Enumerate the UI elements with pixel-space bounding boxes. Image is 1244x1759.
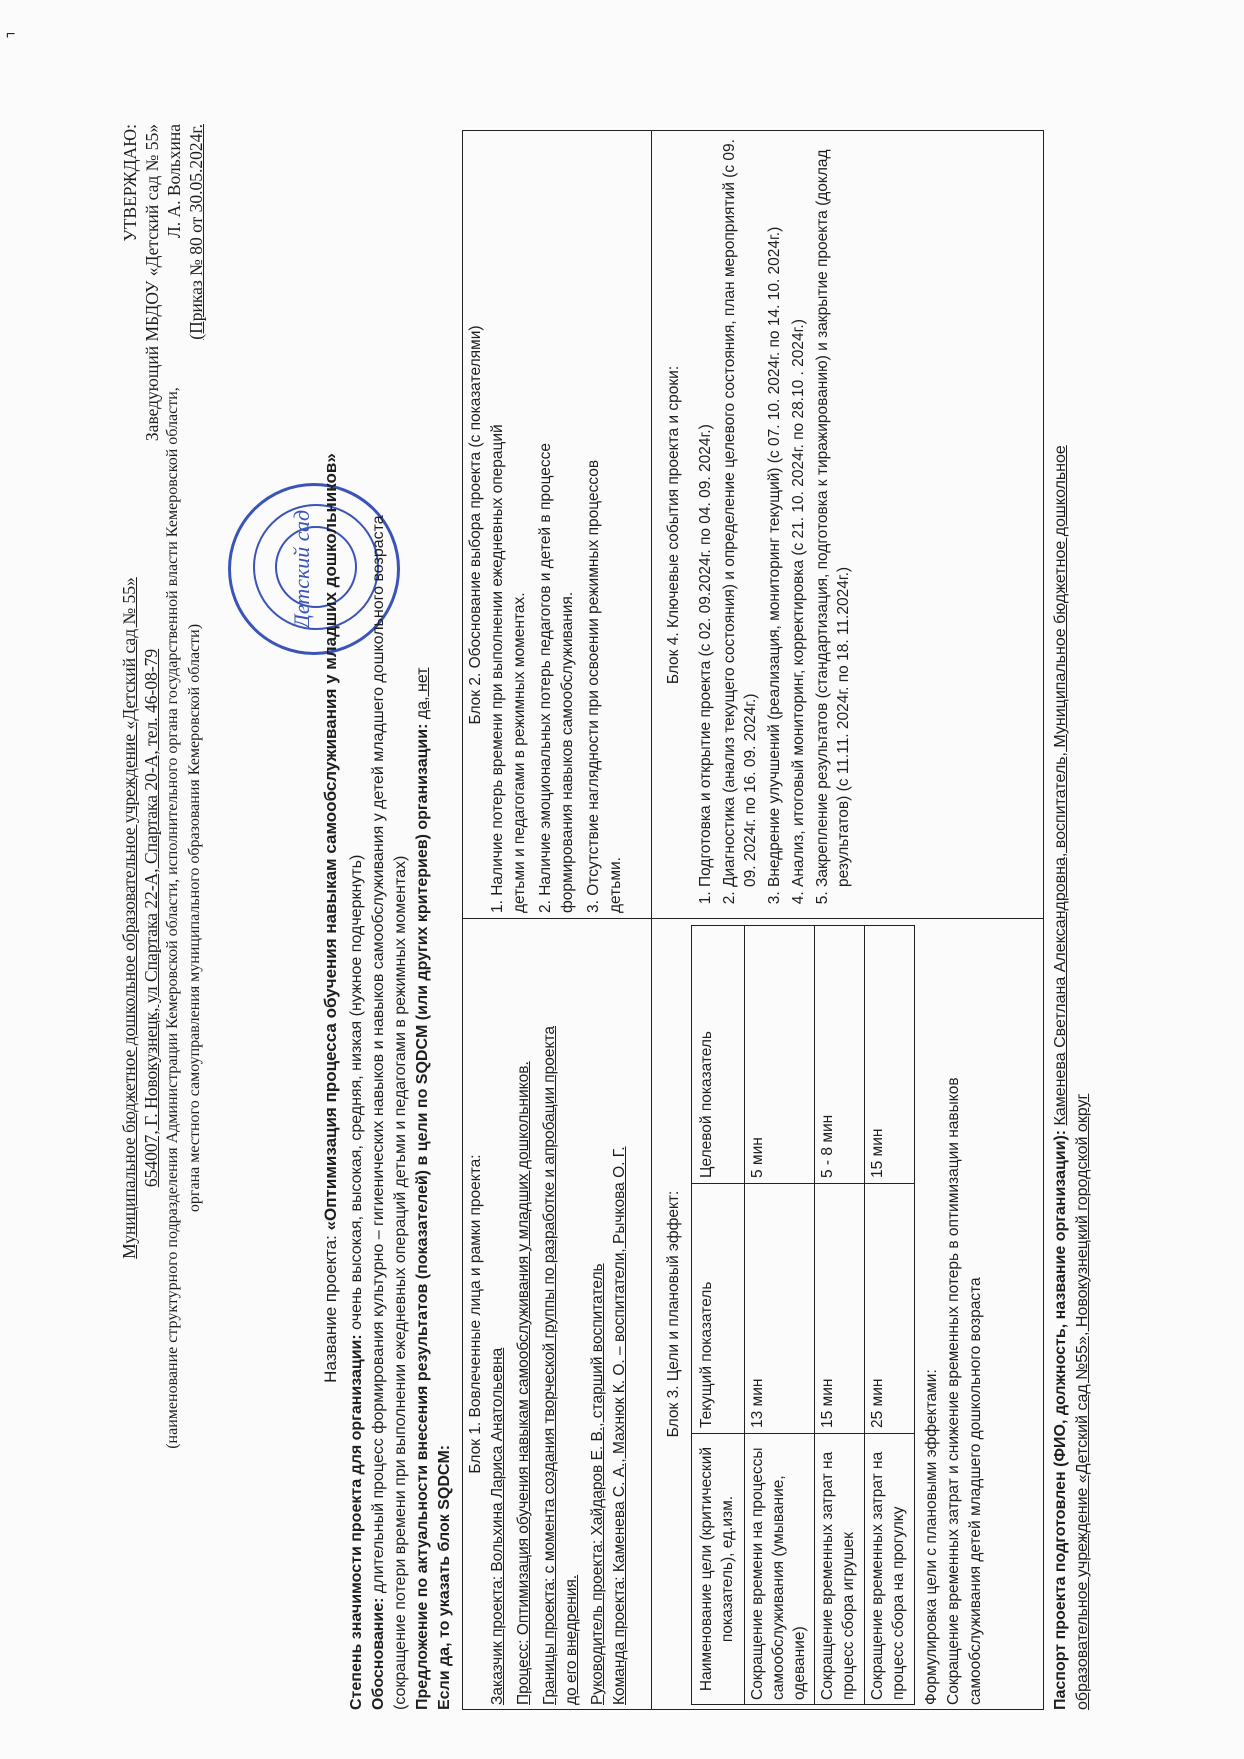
goals-col-current: Текущий показатель xyxy=(698,1281,715,1428)
goal-row-3-current: 25 мин xyxy=(869,1378,886,1428)
address-line: 654007, Г. Новокузнецк, ул Спартака 22-А, Спартака 20-А, тел. 46-08-79 xyxy=(141,648,161,1188)
event-3: 3. Внедрение улучшений (реализация, мониторинг текущий) (с 07. 10. 2024г. по 14. 10. 2024г.) xyxy=(764,139,785,887)
block4-events xyxy=(695,139,857,909)
effects-text-2: самообслуживания детей младшего дошкольного возраста xyxy=(967,1277,984,1705)
stamp-text: Детский сад xyxy=(289,509,314,629)
block3-title: Блок 3. Цели и плановый эффект: xyxy=(665,1190,682,1438)
passport-footer xyxy=(1050,445,1094,1710)
block1-title: Блок 1. Вовлеченные лица и рамки проекта: xyxy=(467,1154,484,1474)
event-1: 1. Подготовка и открытие проекта (с 02. 09.2024г. по 04. 09. 2024г.) xyxy=(695,139,716,887)
goal-row-3-target: 15 мин xyxy=(869,1128,886,1178)
goal-row-2-name: Сокращение временных затрат на процесс сбора игрушек xyxy=(819,1451,857,1700)
block1-boundaries: Границы проекта: с момента создания творческой группы по разработке и апробации проекта xyxy=(541,1025,558,1705)
goal-row-1-current: 13 мин xyxy=(749,1378,766,1428)
block1-team: Команда проекта: Каменева С. А., Махнюк К. О. – воспитатели, Рычкова О. Г. xyxy=(611,1146,628,1705)
block2-line-3: 2. Наличие эмоциональных потерь педагогов и детей в процессе xyxy=(537,442,554,913)
goal-row-3-name: Сокращение временных затрат на процесс сбора на прогулку xyxy=(869,1451,907,1700)
basis-line-2: (сокращение потери времени при выполнении ежедневных операций детьми и педагогами в режимных моментах) xyxy=(392,855,409,1710)
footer-value-2: образовательное учреждение «Детский сад №55», Новокузнецкий городской округ xyxy=(1074,1093,1091,1710)
note-line-2: органа местного самоуправления муниципального образования Кемеровской области) xyxy=(186,623,203,1213)
note-line-1: (наименование структурного подразделения Администрации Кемеровской области, исполнительного органа государственной власти Кемеровской области, xyxy=(164,387,181,1449)
block2-line-5: 3. Отсутствие наглядности при освоении режимных процессов xyxy=(585,459,602,913)
rotated-document xyxy=(110,116,1150,1720)
block1-leader: Руководитель проекта: Хайдаров Е. В., старший воспитатель xyxy=(589,1263,606,1705)
block2-line-2: детьми и педагогами в режимных моментах. xyxy=(511,592,528,913)
goal-row-1-target: 5 мин xyxy=(749,1137,766,1178)
significance-line: Степень значимости проекта для организации: очень высокая, высокая, средняя, низкая (нужное подчеркнуть) xyxy=(348,854,365,1710)
block2-line-6: детьми. xyxy=(607,857,624,913)
goals-col-name: Наименование цели (критический показатель), ед.изм. xyxy=(698,1446,736,1692)
approval-name: Л. А. Вольхина xyxy=(164,124,184,239)
basis-line: Обоснование: длительный процесс формирования культурно – гигиенических навыков и навыков самообслуживания у детей младшего дошкольного возраста xyxy=(370,515,387,1710)
corner-mark: ⌐ xyxy=(6,26,16,43)
effects-label: Формулировка цели с плановыми эффектами: xyxy=(923,1369,940,1705)
project-title: Название проекта: «Оптимизация процесса обучения навыкам самообслуживания у младших дошкольников» xyxy=(321,453,340,1383)
org-line: Муниципальное бюджетное дошкольное образовательное учреждение «Детский сад № 55» xyxy=(119,577,139,1259)
approval-title: УТВЕРЖДАЮ: xyxy=(120,124,140,242)
project-table xyxy=(462,130,1044,1710)
block2-title: Блок 2. Обоснование выбора проекта (с показателями) xyxy=(467,325,484,725)
approval-order: (Приказ № 80 от 30.05.2024г. xyxy=(186,124,206,340)
goal-row-1-name: Сокращение времени на процессы самообслуживания (умывание, одевание) xyxy=(749,1447,808,1700)
block2-line-4: формирования навыков самообслуживания. xyxy=(559,591,576,913)
event-5: 5. Закрепление результатов (стандартизация, подготовка к тиражированию) и закрытие проекта (доклад результатов) (с 11.11. 2024г. по 18. 11.2024г.) xyxy=(812,139,854,887)
effects-text-1: Сокращение временных затрат и снижение временных потерь в оптимизации навыков xyxy=(945,1077,962,1705)
block1-boundaries-cont: до его внедрения. xyxy=(563,1574,580,1705)
goal-row-2-target: 5 - 8 мин xyxy=(819,1114,836,1178)
block4-title: Блок 4. Ключевые события проекта и сроки: xyxy=(665,365,682,685)
block1-process: Процесс: Оптимизация обучения навыкам самообслуживания у младших дошкольников. xyxy=(515,1061,532,1705)
goal-row-2-current: 15 мин xyxy=(819,1378,836,1428)
proposal-line: Предложение по актуальности внесения результатов (показателей) в цели по SQDCM (или других критериев) организации: да, нет xyxy=(414,667,431,1710)
event-4: 4. Анализ, итоговый мониторинг, корректировка (с 21. 10. 2024г. по 28.10 . 2024г.) xyxy=(788,139,809,887)
goals-table xyxy=(691,925,915,1705)
event-2: 2. Диагностика (анализ текущего состояния) и определение целевого состояния, план мероприятий (с 09. 09. 2024г. по 16. 09. 2024г.) xyxy=(719,139,761,887)
block1-customer: Заказчик проекта: Вольхина Лариса Анатольевна xyxy=(489,1347,506,1705)
goals-col-target: Целевой показатель xyxy=(698,1030,715,1178)
footer-label: Паспорт проекта подготовлен (ФИО, должность, название организации): xyxy=(1052,1129,1069,1710)
sqdcm-block-line: Если да, то указать блок SQDCM: xyxy=(436,1444,453,1710)
footer-value-1: Каменева Светлана Александровна, воспитатель, Муниципальное бюджетное дошкольное xyxy=(1052,445,1069,1126)
block2-line-1: 1. Наличие потерь времени при выполнении ежедневных операций xyxy=(489,424,506,913)
approval-position: Заведующий МБДОУ «Детский сад № 55» xyxy=(142,124,162,442)
